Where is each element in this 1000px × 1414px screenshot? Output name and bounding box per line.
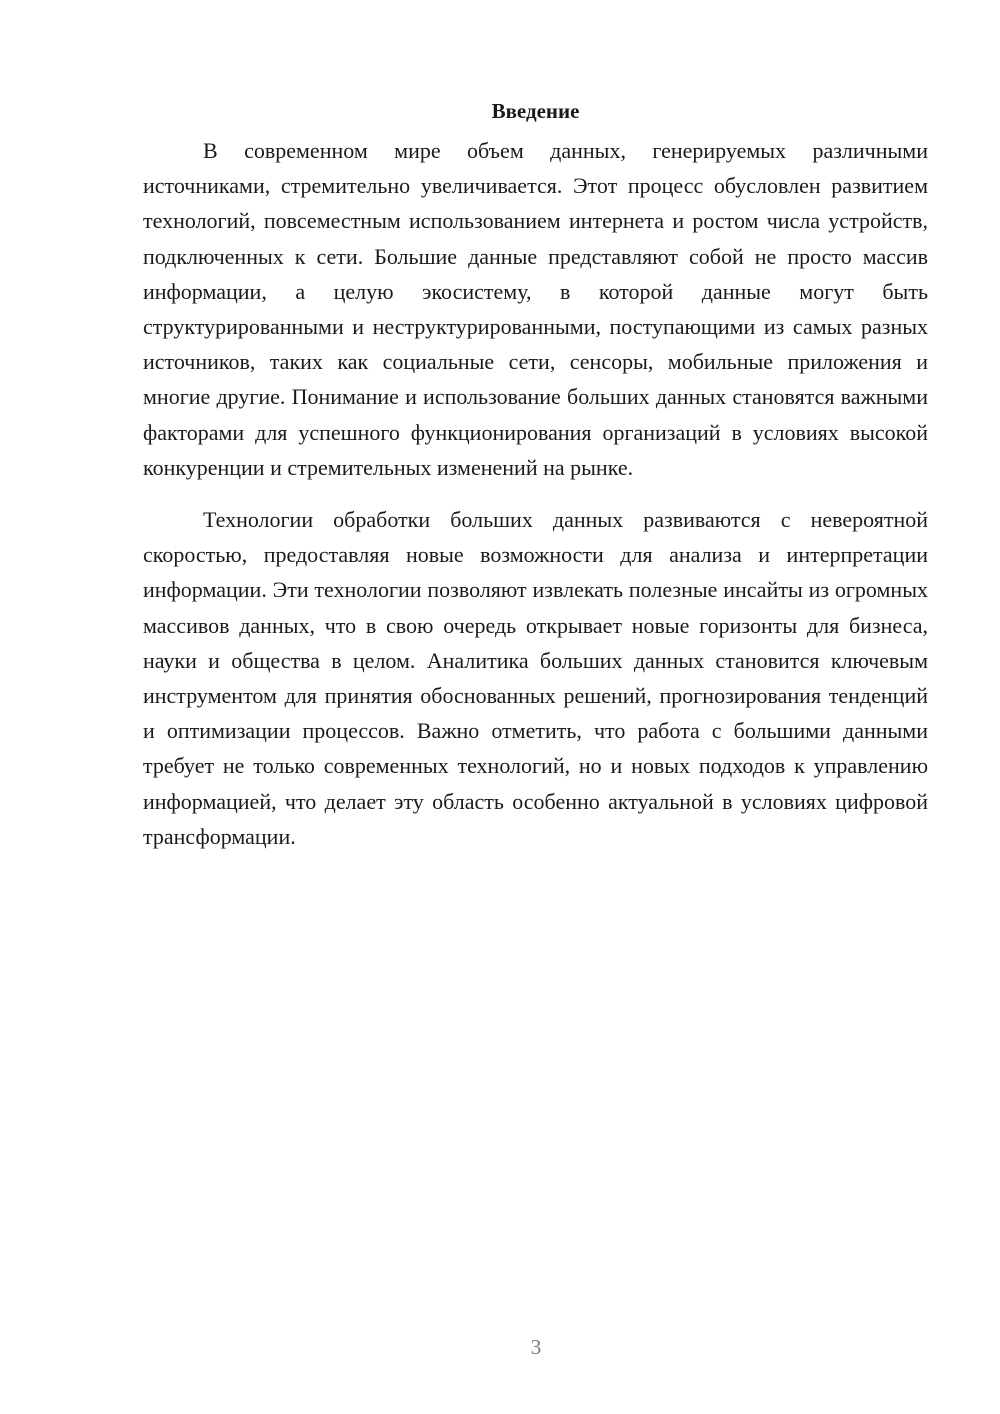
page-number: 3 [530,1335,542,1359]
page-content [143,96,928,854]
paragraph-2: Технологии обработки больших данных развиваются с невероятной скоростью, предоставляя новые возможности для анализа и интерпретации информации. Эти технологии позволяют извлекать полезные инсайты из огромных массивов данных, что в свою очередь открывает новые горизонты для бизнеса, науки и общества в целом. Аналитика больших данных становится ключевым инструментом для принятия обоснованных решений, прогнозирования тенденций и оптимизации процессов. Важно отметить, что работа с большими данными требует не только современных технологий, но и новых подходов к управлению информацией, что делает эту область особенно актуальной в условиях цифровой трансформации. [143,507,928,849]
paragraph-1: В современном мире объем данных, генерируемых различными источниками, стремительно увеличивается. Этот процесс обусловлен развитием технологий, повсеместным использованием интернета и ростом числа устройств, подключенных к сети. Большие данные представляют собой не просто массив информации, а целую экосистему, в которой данные могут быть структурированными и неструктурированными, поступающими из самых разных источников, таких как социальные сети, сенсоры, мобильные приложения и многие другие. Понимание и использование больших данных становятся важными факторами для успешного функционирования организаций в условиях высокой конкуренции и стремительных изменений на рынке. [143,138,928,480]
section-heading: Введение [491,99,580,123]
